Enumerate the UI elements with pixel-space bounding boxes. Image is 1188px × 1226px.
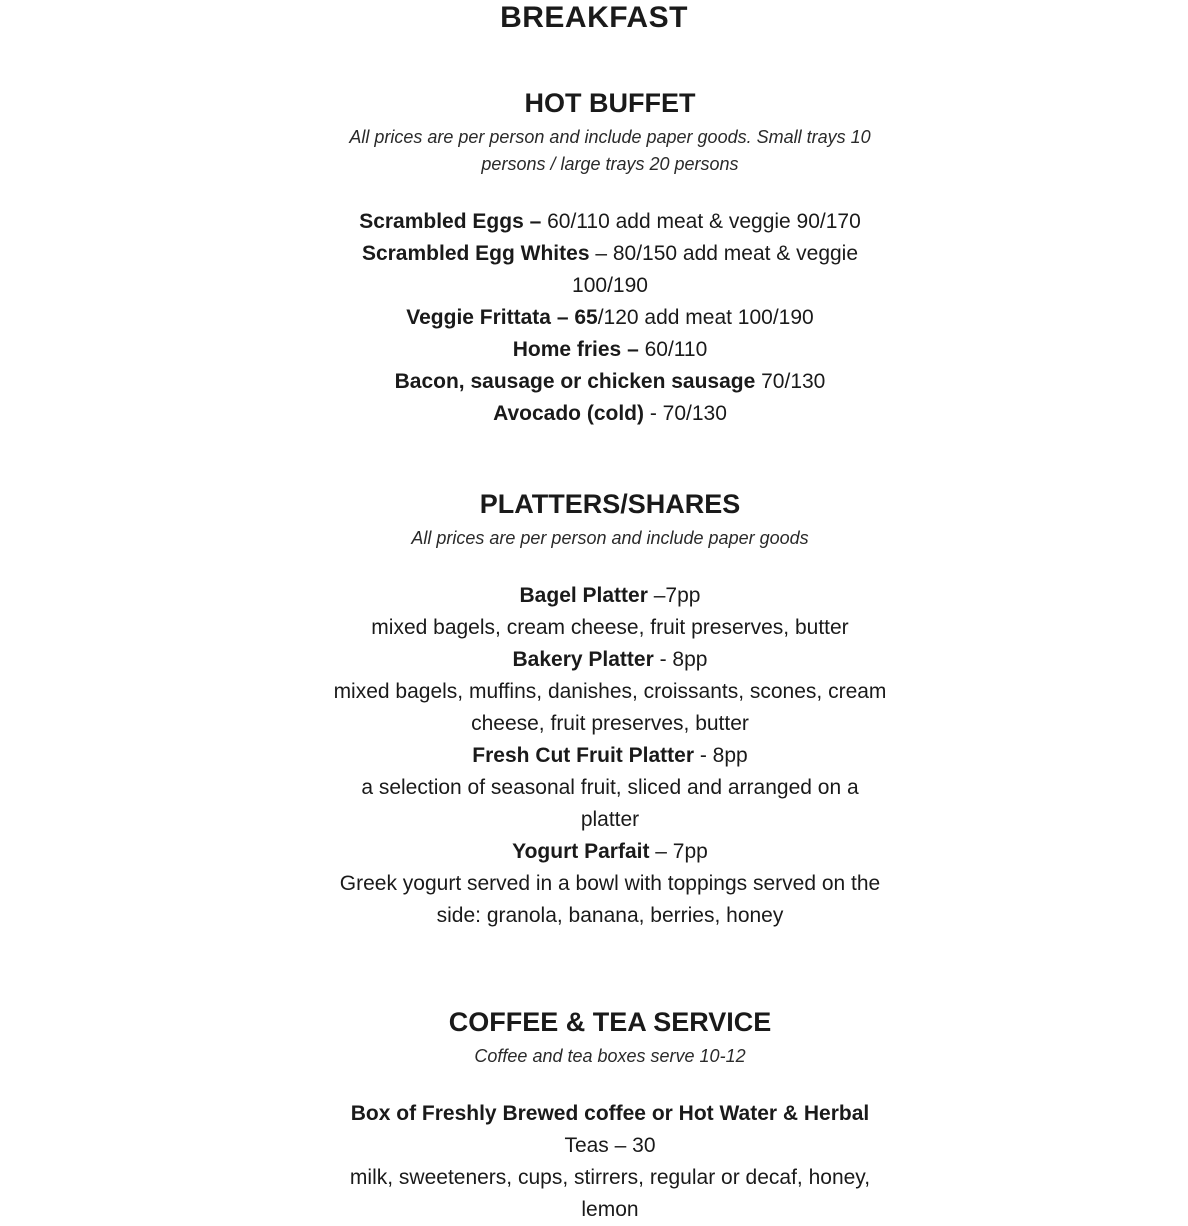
item-name: Veggie Frittata – 65 [406, 306, 598, 329]
item-price: - 8pp [694, 744, 748, 767]
platters-list [330, 580, 890, 932]
item-name: Bacon, sausage or chicken sausage [394, 370, 756, 393]
hot-buffet-section [330, 86, 890, 430]
item-description: mixed bagels, cream cheese, fruit preserves, butter [371, 616, 849, 639]
item-price: 60/110 [638, 338, 708, 361]
coffee-note: Coffee and tea boxes serve 10-12 [474, 1046, 746, 1066]
hot-buffet-note: All prices are per person and include paper goods. Small trays 10 persons / large trays 20 persons [349, 127, 871, 174]
menu-item-home-fries [330, 334, 890, 366]
menu-item-bakery-platter [330, 644, 890, 676]
coffee-tea-section [330, 1005, 890, 1226]
item-price: /120 add meat 100/190 [597, 306, 814, 329]
menu-item-bagel-platter [330, 580, 890, 612]
menu-item-yogurt-parfait [330, 836, 890, 868]
item-name: Bakery Platter [512, 648, 654, 671]
page-title: BREAKFAST [500, 1, 688, 34]
item-name: Scrambled Eggs – [359, 210, 542, 233]
item-price: – 80/150 add meat & veggie 100/190 [572, 242, 859, 297]
menu-item-veggie-frittata [330, 302, 890, 334]
platters-note: All prices are per person and include paper goods [411, 528, 809, 548]
item-price: Teas – 30 [564, 1134, 656, 1157]
item-description: a selection of seasonal fruit, sliced and arranged on a platter [361, 776, 859, 831]
platters-section [330, 487, 890, 932]
menu-item-scrambled-eggs [330, 206, 890, 238]
section-title-hot-buffet: HOT BUFFET [524, 88, 696, 118]
section-title-coffee-tea: COFFEE & TEA SERVICE [448, 1007, 772, 1037]
item-description: mixed bagels, muffins, danishes, croissants, scones, cream cheese, fruit preserves, butter [333, 680, 887, 735]
item-description: Greek yogurt served in a bowl with toppings served on the side: granola, banana, berries, honey [339, 872, 881, 927]
item-name: Yogurt Parfait [512, 840, 650, 863]
menu-item-fruit-platter [330, 740, 890, 772]
item-price: 70/130 [755, 370, 826, 393]
item-name: Box of Freshly Brewed coffee or Hot Water & Herbal [350, 1102, 870, 1125]
item-name: Bagel Platter [519, 584, 648, 607]
item-description: milk, sweeteners, cups, stirrers, regular or decaf, honey, lemon [349, 1166, 871, 1221]
item-name: Avocado (cold) [493, 402, 644, 425]
item-name: Home fries – [512, 338, 639, 361]
item-price: 60/110 add meat & veggie 90/170 [541, 210, 861, 233]
section-title-platters: PLATTERS/SHARES [479, 489, 741, 519]
item-price: - 8pp [653, 648, 708, 671]
menu-item-coffee-box [330, 1098, 890, 1130]
menu-item-avocado [330, 398, 890, 430]
coffee-list [330, 1098, 890, 1226]
item-price: – 7pp [649, 840, 708, 863]
item-name: Fresh Cut Fruit Platter [472, 744, 694, 767]
item-name: Scrambled Egg Whites [361, 242, 590, 265]
menu-item-scrambled-egg-whites [330, 238, 890, 302]
item-price: - 70/130 [644, 402, 727, 425]
item-price: –7pp [647, 584, 701, 607]
menu-item-bacon-sausage [330, 366, 890, 398]
hot-buffet-list [330, 206, 890, 430]
